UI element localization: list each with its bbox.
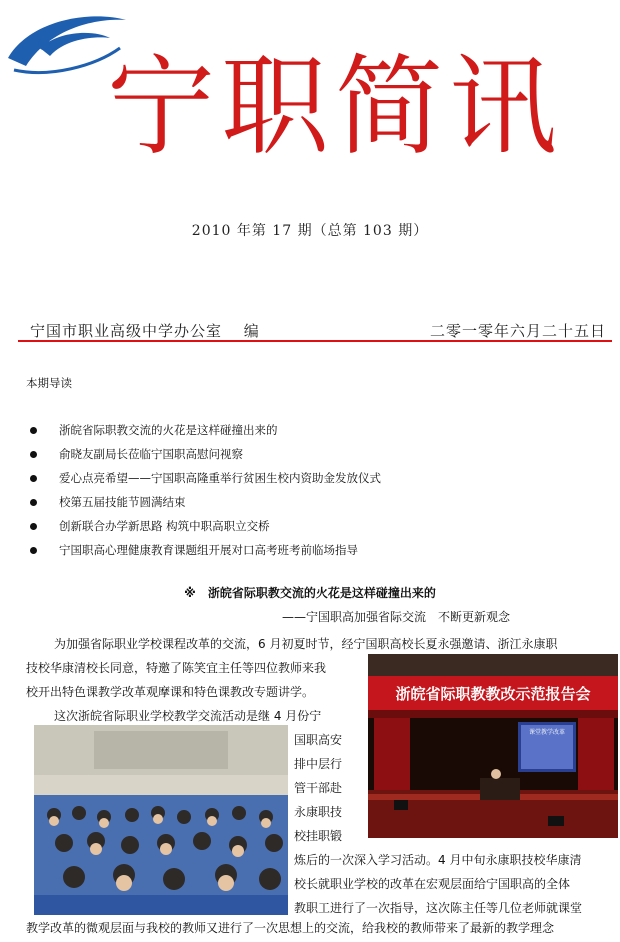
bullet-icon (30, 547, 37, 554)
guide-item[interactable]: 俞晓友副局长莅临宁国职高慰问视察 (26, 442, 381, 466)
svg-text:课堂教学改革: 课堂教学改革 (528, 729, 566, 736)
guide-item[interactable]: 爱心点亮希望——宁国职高隆重举行贫困生校内资助金发放仪式 (26, 466, 381, 490)
header-divider (18, 340, 612, 342)
guide-item[interactable]: 浙皖省际职教交流的火花是这样碰撞出来的 (26, 418, 381, 442)
bullet-icon (30, 427, 37, 434)
bullet-icon (30, 499, 37, 506)
article-line: 国职高安 (294, 733, 343, 747)
svg-text:浙皖省际职教教改示范报告会: 浙皖省际职教教改示范报告会 (395, 685, 591, 703)
article-line: 校挂职锻 (294, 829, 343, 843)
article-line: 技校华康清校长同意，特邀了陈笑宜主任等四位教师来我 (26, 661, 327, 675)
article-line: 永康职技 (294, 805, 343, 819)
guide-item[interactable]: 校第五届技能节圆满结束 (26, 490, 381, 514)
article-title: ※ 浙皖省际职教交流的火花是这样碰撞出来的 (184, 586, 436, 600)
bullet-icon (30, 523, 37, 530)
article-line: 炼后的一次深入学习活动。4 月中旬永康职技校华康清 (294, 853, 582, 867)
article-line: 教学改革的微观层面与我校的教师又进行了一次思想上的交流，给我校的教师带来了最新的教学理念 (26, 921, 555, 935)
bullet-icon (30, 475, 37, 482)
article-line: 校开出特色课教学改革观摩课和特色课教改专题讲学。 (26, 685, 315, 699)
guide-item[interactable]: 宁国职高心理健康教育课题组开展对口高考班考前临场指导 (26, 538, 381, 562)
guide-item[interactable]: 创新联合办学新思路 构筑中职高职立交桥 (26, 514, 381, 538)
guide-title: 本期导读 (26, 376, 72, 390)
article-line: 管干部赴 (294, 781, 343, 795)
article-line: 为加强省际职业学校课程改革的交流，6 月初夏时节，经宁国职高校长夏永强邀请、浙江永康职 (54, 637, 558, 651)
lecture-hall-photo (368, 654, 618, 838)
article-line: 这次浙皖省际职业学校教学交流活动是继 4 月份宁 (54, 709, 322, 723)
svg-text:宁职简讯: 宁职简讯 (106, 45, 564, 164)
article-line: 教职工进行了一次指导，这次陈主任等几位老师就课堂 (294, 901, 583, 915)
publisher-office: 宁国市职业高级中学办公室 编 (30, 322, 260, 340)
bullet-icon (30, 451, 37, 458)
issue-line: 2010 年第 17 期（总第 103 期） (191, 223, 429, 239)
publish-date: 二零一零年六月二十五日 (429, 322, 606, 340)
guide-list (26, 418, 381, 562)
article-line: 校长就职业学校的改革在宏观层面给宁国职高的全体 (294, 877, 571, 891)
masthead-title (105, 44, 565, 164)
article-subtitle: ——宁国职高加强省际交流 不断更新观念 (282, 610, 511, 624)
article-line: 排中层行 (294, 757, 343, 771)
audience-photo (34, 725, 288, 915)
